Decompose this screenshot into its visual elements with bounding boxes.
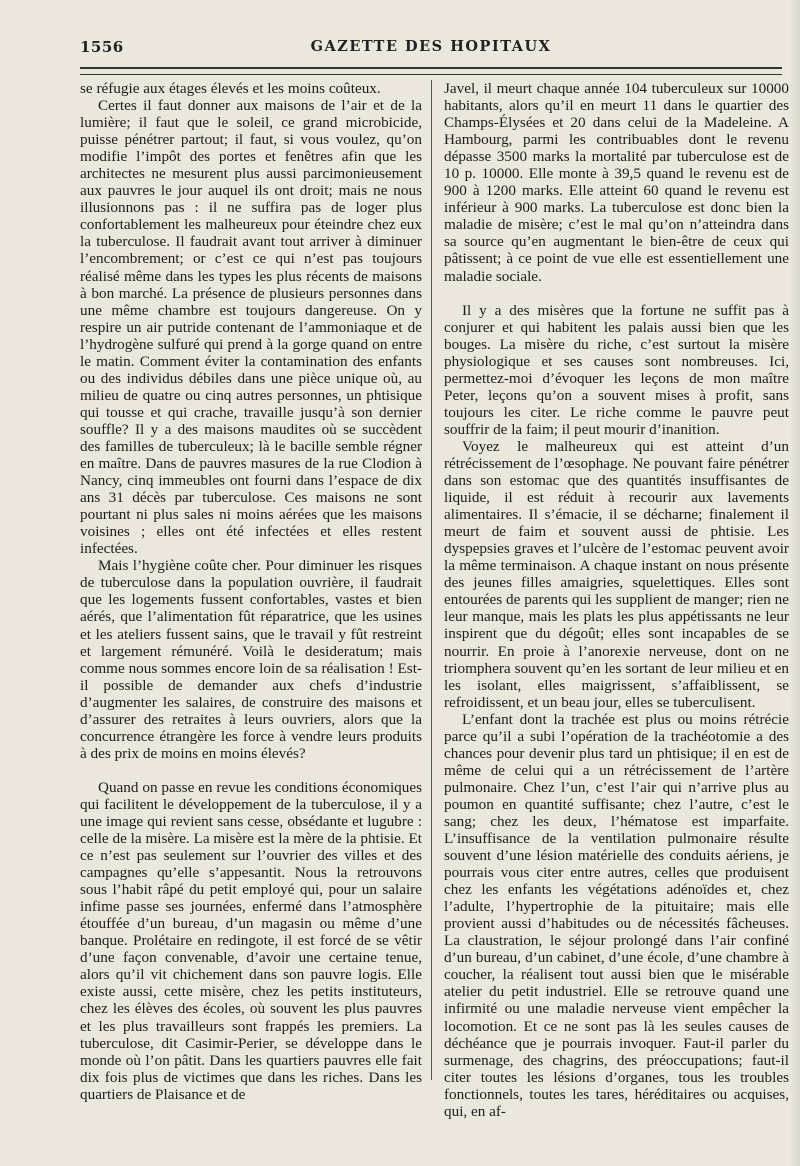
header-rule	[80, 67, 782, 75]
paragraph: Quand on passe en revue les conditions économiques qui facilitent le développement de la tuberculose, il y a une image qui revient sans cesse, obsédante et lugubre : celle de la misère. La misère est la mère de la phtisie. Et ce n’est pas seulement sur l’ouvrier des villes et des campagnes qu’elle s’appesantit. Nous la retrouvons sous l’habit râpé du petit employé qui, pour un salaire infime passe ses journées, enfermé dans l’atmosphère étouffée d’un bureau, d’un magasin ou même d’une banque. Prolétaire en redingote, il est forcé de se vêtir d’une façon convenable, d’avoir une certaine tenue, alors qu’il vit chichement dans son pauvre logis. Elle existe aussi, cette misère, chez les petits instituteurs, chez les élèves des écoles, où souvent les plus pauvres et les plus travailleurs sont frappés les premiers. La tuberculose, dit Casimir-Perier, se développe dans le monde où l’on pâtit. Dans les quartiers pauvres elle fait dix fois plus de victimes que dans les riches. Dans les quartiers de Plaisance et de	[80, 778, 422, 1103]
column-divider	[431, 80, 432, 1080]
page-header	[80, 38, 782, 62]
paragraph: Certes il faut donner aux maisons de l’air et de la lumière; il faut que le soleil, ce grand microbicide, puisse pénétrer partout; il faut, si vous voulez, qu’on modifie l’impôt des portes et fenêtres afin que les architectes ne mesurent plus aussi parcimonieusement aux pauvres le jour auquel ils ont droit; mais ne nous illusionnons pas : il ne suffira pas de loger plus confortablement les malheureux pour éteindre chez eux la tuberculose. Il faudrait avant tout arriver à diminuer l’encombrement; or c’est ce qui n’est pas toujours réalisé même dans les types les plus récents de maisons à bon marché. La présence de plusieurs personnes dans une même chambre est toujours dangereuse. On y respire un air putride contenant de l’ammoniaque et de l’hydrogène sulfuré qui prend à la gorge quand on entre le matin. Comment éviter la contamination des enfants ou des individus débiles dans une pièce unique où, au milieu de quatre ou cinq autres personnes, un phtisique qui tousse et qui crache, travaille jusqu’à son dernier souffle? Il y a des maisons maudites où se succèdent des familles de tuberculeux; là le bacille semble régner en maître. Dans de pauvres masures de la rue Clodion à Nancy, cinq immeubles ont fourni dans l’espace de dix ans 31 décès par tuberculose. Ces maisons ne sont pourtant ni plus sales ni moins aérées que les maisons voisines ; elles ont été infectées et elles restent infectées.	[80, 97, 422, 558]
paragraph: Mais l’hygiène coûte cher. Pour diminuer les risques de tuberculose dans la population ouvrière, il faudrait que les logements fussent confortables, vastes et bien aérés, que l’alimentation fût réparatrice, que les usines et les ateliers fussent sains, que le travail y fût restreint et largement rémunéré. Voilà le desideratum; mais comme nous sommes encore loin de sa réalisation ! Est-il possible de demander aux chefs d’industrie d’augmenter les salaires, de construire des maisons et d’assurer des retraites à leurs ouvriers, alors que la concurrence étrangère les force à vendre leurs produits à des prix de moins en moins élevés?	[80, 557, 422, 762]
paragraph: Il y a des misères que la fortune ne suffit pas à conjurer et qui habitent les palais aussi bien que les bouges. La misère du riche, c’est surtout la misère physiologique et ses causes sont nombreuses. Ici, permettez-moi d’évoquer les leçons de mon maître Peter, leçons qu’on a souvent mises à profit, sans toujours les citer. Le riche comme le pauvre peut souffrir de la faim; il peut mourir d’inanition.	[444, 301, 789, 438]
paragraph: Javel, il meurt chaque année 104 tuberculeux sur 10000 habitants, alors qu’il en meurt 11 dans le quartier des Champs-Élysées et 20 dans celui de la Madeleine. A Hambourg, parmi les contribuables dont le revenu dépasse 3500 marks la mortalité par tuberculose est de 10 p. 10000. Elle monte à 39,5 quand le revenu est de 900 à 1200 marks. Elle atteint 60 quand le revenu est inférieur à 900 marks. La tuberculose est donc bien la maladie de misère; c’est le mal qu’on n’atteindra dans sa source qu’en augmentant le bien-être de ceux qui pâtissent; à ce point de vue elle est essentiellement une maladie sociale.	[444, 80, 789, 285]
right-column	[444, 80, 789, 1120]
paragraph: Voyez le malheureux qui est atteint d’un rétrécissement de l’œsophage. Ne pouvant faire pénétrer dans son estomac que des quantités insuffisantes de liquide, il est réduit à recourir aux lavements alimentaires. Il s’émacie, il se décharne; finalement il meurt de faim et souvent aussi de phtisie. Les dyspepsies graves et l’ulcère de l’estomac peuvent avoir la même terminaison. A chaque instant on nous présente des jeunes filles amaigries, squelettiques. Elles sont entourées de parents qui les supplient de manger; rien ne leur manque, mais les plats les plus appétissants ne leur inspirent que du dégoût; elles sont incapables de se nourrir. En proie à l’anorexie nerveuse, dont on ne triomphera souvent qu’en les sortant de leur milieu et en les isolant, elles maigrissent, s’affaiblissent, se refroidissent, et un beau jour, elles se tuberculisent.	[444, 437, 789, 711]
left-column	[80, 80, 422, 1103]
running-title: GAZETTE DES HOPITAUX	[310, 38, 552, 55]
paragraph: se réfugie aux étages élevés et les moins coûteux.	[80, 80, 381, 97]
page-number: 1556	[80, 38, 124, 56]
paragraph: L’enfant dont la trachée est plus ou moins rétrécie parce qu’il a subi l’opération de la trachéotomie a des chances pour devenir plus tard un phtisique; il en est de même de celui qui a un rétrécissement de l’artère pulmonaire. Chez l’un, c’est l’air qui n’arrive plus au poumon en quantité suffisante; chez l’autre, c’est le sang; chez les deux, l’hématose est imparfaite. L’insuffisance de la ventilation pulmonaire résulte souvent d’une lésion matérielle des conduits aériens, je pourrais vous citer entre autres, celles que produisent chez les enfants les végétations adénoïdes et, chez l’adulte, l’hypertrophie de la pituitaire; mais elle provient aussi d’habitudes ou de nécessités fâcheuses. La claustration, le séjour prolongé dans l’air confiné d’un bureau, d’un cabinet, d’une école, d’une chambre à coucher, la réalisent tout aussi bien que le misérable atelier du petit industriel. Elle se retrouve quand une infirmité ou une maladie nerveuse vient empêcher la locomotion. Et ce ne sont pas là les seules causes de déchéance que je pourrais invoquer. Faut-il parler du surmenage, des chagrins, des préoccupations; faut-il citer toutes les lésions d’organes, tous les troubles fonctionnels, toutes les tares, héréditaires ou acquises, qui, en af-	[444, 710, 789, 1120]
page-edge-shadow	[790, 0, 800, 1166]
